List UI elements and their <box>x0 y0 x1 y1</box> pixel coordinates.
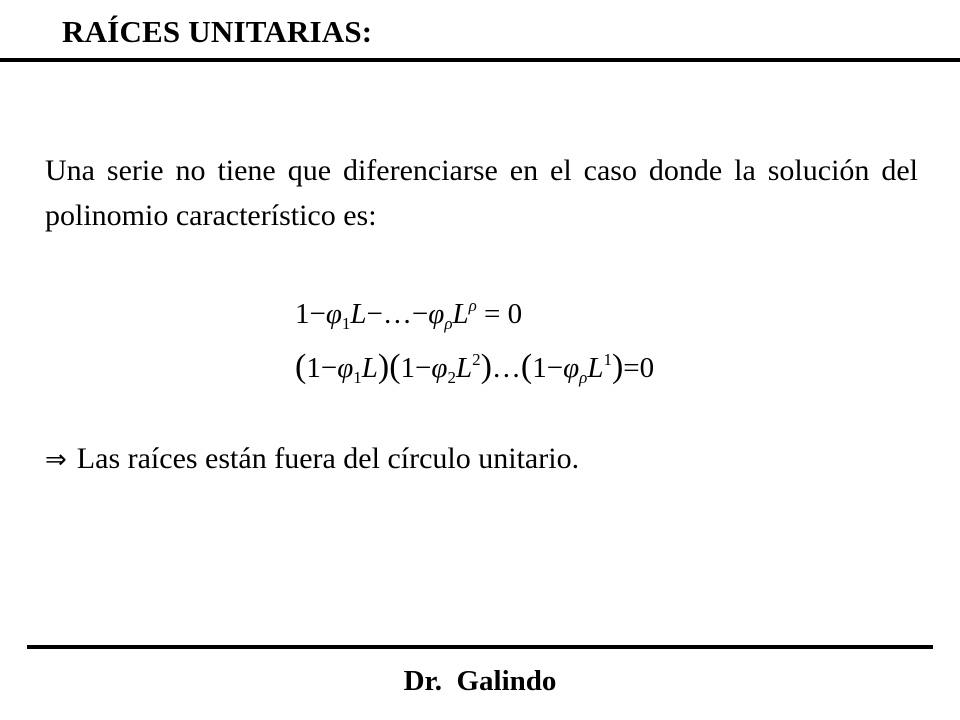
title-divider <box>0 58 960 62</box>
slide-title: RAÍCES UNITARIAS: <box>62 14 373 49</box>
equation-factored-polynomial: $(1-\varphi_1L)(1-\varphi_2L^2)\dots(1-\varphi_\rho L^1)=0$ <box>295 348 655 387</box>
conclusion-text: Las raíces están fuera del círculo unitario. <box>76 442 580 475</box>
implies-arrow-icon: ⇒ <box>45 445 67 475</box>
conclusion <box>45 442 579 476</box>
body-paragraph: Una serie no tiene que diferenciarse en el caso donde la solución del polinomio característico es: <box>45 154 918 232</box>
footer-author: Dr. Galindo <box>403 665 557 697</box>
footer-divider <box>27 645 933 649</box>
equation-characteristic-polynomial: $1-\varphi_1L-\dots-\varphi_\rho L^\rho = 0$ <box>295 296 523 333</box>
